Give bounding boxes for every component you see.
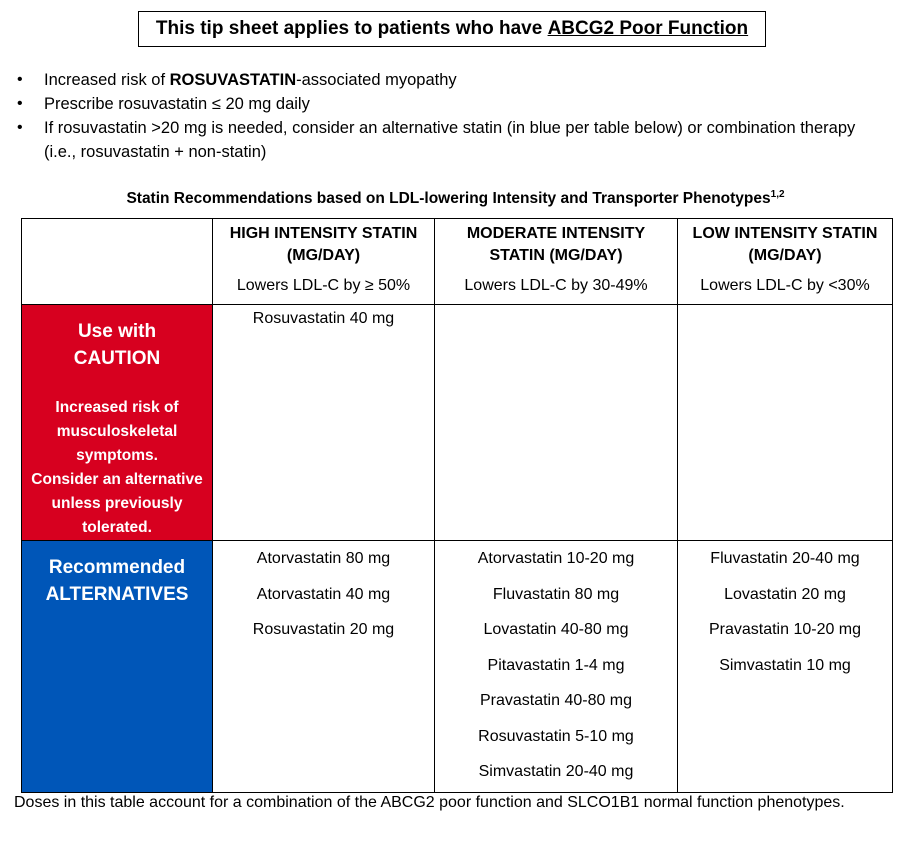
caution-label-cell	[22, 305, 213, 541]
footnote: Doses in this table account for a combination of the ABCG2 poor function and SLCO1B1 normal function phenotypes.	[14, 794, 845, 811]
caution-line: Consider an alternative	[31, 471, 203, 488]
column-header-line: (MG/DAY)	[748, 247, 822, 264]
caution-title	[22, 318, 212, 372]
bullet-text: Increased risk of	[44, 71, 170, 89]
caution-high-cell	[213, 305, 435, 541]
caution-title-line: CAUTION	[73, 348, 161, 369]
statin-dose: Rosuvastatin 5-10 mg	[478, 727, 634, 745]
caution-row	[22, 305, 893, 541]
caution-low-cell	[678, 305, 893, 541]
caution-line: Increased risk of	[55, 399, 179, 416]
column-header-line: HIGH INTENSITY STATIN	[229, 225, 418, 242]
caution-line: musculoskeletal	[56, 423, 178, 440]
alternatives-label-cell	[22, 541, 213, 793]
table-title-superscript: 1,2	[770, 189, 785, 200]
column-subheader: Lowers LDL-C by <30%	[700, 277, 870, 294]
tip-sheet-header	[138, 11, 766, 47]
column-header-line: (MG/DAY)	[286, 247, 361, 264]
statin-dose: Pravastatin 40-80 mg	[479, 692, 633, 709]
statin-dose: Lovastatin 40-80 mg	[483, 621, 629, 638]
statin-dose: Pravastatin 10-20 mg	[708, 621, 862, 638]
column-header-low	[678, 219, 893, 305]
table-title-text: Statin Recommendations based on LDL-lowering Intensity and Transporter Phenotypes	[126, 190, 771, 208]
statin-dose: Simvastatin 10 mg	[719, 656, 851, 674]
statin-dose: Atorvastatin 80 mg	[256, 550, 391, 567]
table-title	[0, 189, 911, 208]
column-subheader: Lowers LDL-C by ≥ 50%	[236, 277, 411, 294]
bullet-text: -associated myopathy	[296, 71, 457, 89]
column-subheader: Lowers LDL-C by 30-49%	[464, 277, 648, 294]
statin-dose: Pitavastatin 1-4 mg	[487, 656, 625, 674]
caution-description	[22, 396, 212, 540]
table-header-row	[22, 219, 893, 305]
bullet-item	[0, 92, 900, 116]
bullet-dot-icon: •	[17, 95, 23, 112]
caution-moderate-cell	[435, 305, 678, 541]
empty-corner-cell	[22, 219, 213, 305]
column-header-moderate	[435, 219, 678, 305]
statin-dose: Simvastatin 20-40 mg	[478, 763, 634, 780]
statin-dose: Fluvastatin 20-40 mg	[710, 550, 860, 567]
bullet-dot-icon: •	[17, 71, 23, 88]
statin-dose: Fluvastatin 80 mg	[492, 585, 620, 603]
header-prefix: This tip sheet applies to patients who have	[155, 18, 548, 39]
alternatives-title-line: Recommended	[48, 557, 186, 578]
statin-dose: Rosuvastatin 40 mg	[252, 310, 395, 327]
bullet-bold-text: ROSUVASTATIN	[169, 71, 297, 89]
key-points-list	[0, 68, 900, 164]
statin-dose: Rosuvastatin 20 mg	[252, 621, 395, 638]
column-header-line: STATIN (MG/DAY)	[489, 247, 623, 264]
alternatives-low-cell	[678, 541, 893, 793]
alternatives-high-cell	[213, 541, 435, 793]
header-phenotype: ABCG2 Poor Function	[547, 18, 749, 39]
alternatives-row	[22, 541, 893, 793]
alternatives-title-line: ALTERNATIVES	[45, 584, 189, 605]
column-header-line: LOW INTENSITY STATIN	[692, 225, 878, 242]
caution-line: unless previously	[51, 495, 183, 512]
caution-title-line: Use with	[77, 321, 157, 342]
bullet-item	[0, 68, 900, 92]
bullet-text: Prescribe rosuvastatin ≤ 20 mg daily	[44, 95, 310, 113]
statin-dose: Atorvastatin 40 mg	[256, 585, 391, 603]
caution-line: symptoms.	[76, 447, 158, 464]
bullet-dot-icon: •	[17, 119, 23, 136]
bullet-text: If rosuvastatin >20 mg is needed, consider an alternative statin (in blue per table below) or combination therapy (i.e., rosuvastatin + non-statin)	[44, 119, 856, 161]
statin-dose: Lovastatin 20 mg	[724, 585, 846, 603]
statin-dose: Atorvastatin 10-20 mg	[477, 550, 635, 567]
column-header-line: MODERATE INTENSITY	[466, 225, 646, 242]
column-header-high	[213, 219, 435, 305]
alternatives-title	[22, 554, 212, 608]
statin-recommendations-table	[21, 218, 893, 793]
bullet-item	[0, 116, 900, 164]
caution-line: tolerated.	[82, 519, 152, 536]
alternatives-moderate-cell	[435, 541, 678, 793]
